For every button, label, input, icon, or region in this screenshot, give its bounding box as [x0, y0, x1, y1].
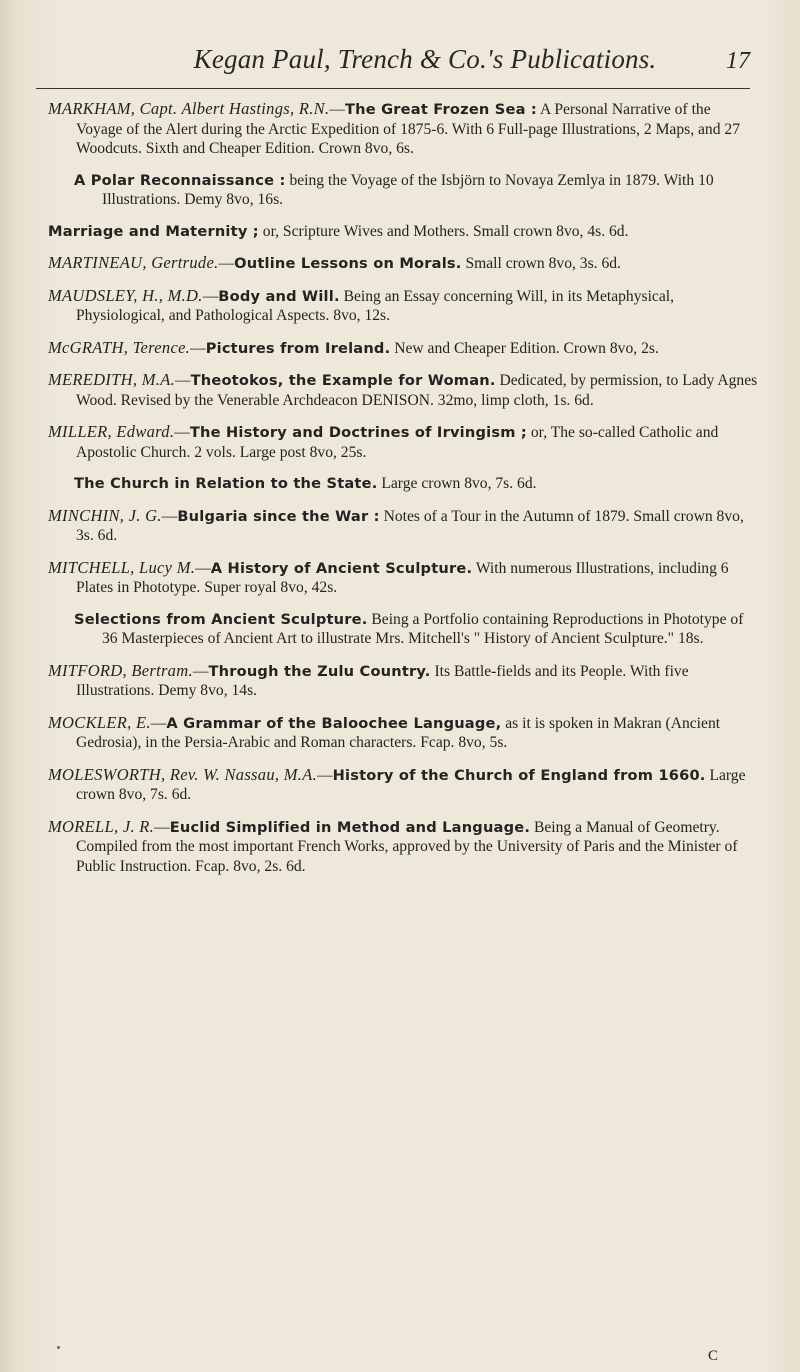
entry-separator: —	[195, 559, 211, 577]
entry-separator: —	[161, 507, 178, 525]
entry-title: Selections from Ancient Sculpture.	[74, 610, 368, 628]
entry-separator: —	[202, 287, 219, 305]
catalogue-entry	[48, 222, 760, 242]
entry-author: MAUDSLEY, H., M.D.	[48, 285, 203, 305]
page-number: 17	[726, 48, 750, 74]
catalogue-entry	[48, 338, 760, 359]
entry-author: MITFORD, Bertram.	[48, 660, 193, 680]
catalogue-entry	[48, 370, 760, 410]
entry-author: MEREDITH, M.A.	[48, 370, 176, 389]
entry-description: Small crown 8vo, 3s. 6d.	[465, 255, 621, 272]
entry-title: Body and Will.	[218, 287, 340, 305]
catalogue-entry	[48, 817, 760, 877]
entry-title: Pictures from Ireland.	[205, 339, 391, 357]
entry-title: The Great Frozen Sea :	[344, 101, 537, 118]
catalogue-entry	[48, 713, 760, 753]
catalogue-entry	[48, 253, 760, 274]
catalogue-entry	[48, 661, 760, 701]
entry-author: MARKHAM, Capt. Albert Hastings, R.N.	[48, 99, 330, 118]
entry-title: A Grammar of the Baloochee Language,	[166, 714, 502, 732]
catalogue-entry	[48, 99, 760, 159]
entry-description: With numerous Illustrations, including 6 Plates in Phototype. Super royal 8vo, 42s.	[76, 559, 729, 596]
entry-description: Its Battle-fields and its People. With five Illustrations. Demy 8vo, 14s.	[76, 662, 689, 699]
catalogue-entries	[48, 99, 760, 888]
entry-title: Outline Lessons on Morals.	[234, 255, 462, 272]
ink-speck	[57, 1346, 60, 1349]
entry-separator: —	[192, 662, 209, 680]
entry-description: A Personal Narrative of the Voyage of the Alert during the Arctic Expedition of 1875-6. With 6 Full-page Illustrations, 2 Maps, and 27 Woodcuts. Sixth and Cheaper Edition. Crown 8vo, 6s.	[76, 101, 741, 157]
entry-author: MOLESWORTH, Rev. W. Nassau, M.A.	[48, 764, 317, 784]
entry-separator: —	[150, 714, 167, 732]
entry-author: MITCHELL, Lucy M.	[48, 557, 196, 577]
entry-author: MORELL, J. R.	[48, 816, 155, 836]
entry-description: or, Scripture Wives and Mothers. Small crown 8vo, 4s. 6d.	[262, 222, 629, 240]
entry-title: Marriage and Maternity ;	[48, 222, 259, 240]
entry-title: Theotokos, the Example for Woman.	[190, 372, 496, 389]
entry-description: Being a Portfolio containing Reproductions in Phototype of 36 Masterpieces of Ancient Art to illustrate Mrs. Mitchell's " History of Ancient Sculpture." 18s.	[102, 610, 744, 647]
catalogue-entry	[48, 765, 760, 805]
entry-separator: —	[154, 818, 170, 836]
signature-mark: C	[708, 1348, 719, 1364]
entry-separator: —	[175, 372, 191, 389]
running-head: Kegan Paul, Trench & Co.'s Publications.	[193, 44, 657, 74]
entry-description: New and Cheaper Edition. Crown 8vo, 2s.	[394, 339, 659, 357]
entry-author: McGRATH, Terence.	[48, 337, 191, 357]
entry-author: MARTINEAU, Gertrude.	[48, 253, 219, 272]
page-header	[110, 44, 750, 84]
catalogue-entry	[48, 474, 760, 494]
catalogue-entry	[48, 558, 760, 598]
catalogue-entry	[48, 506, 760, 546]
entry-author: MILLER, Edward.	[48, 422, 175, 441]
entry-title: Euclid Simplified in Method and Language.	[169, 818, 531, 836]
entry-separator: —	[174, 424, 190, 441]
entry-author: MINCHIN, J. G.	[48, 505, 162, 525]
entry-description: Notes of a Tour in the Autumn of 1879. Small crown 8vo, 3s. 6d.	[76, 507, 744, 544]
entry-title: A History of Ancient Sculpture.	[210, 559, 473, 577]
catalogue-entry	[48, 610, 760, 649]
header-rule	[36, 88, 750, 89]
entry-title: Bulgaria since the War :	[177, 507, 380, 525]
entry-title: The Church in Relation to the State.	[74, 475, 378, 492]
catalogue-entry	[48, 422, 760, 462]
entry-description: Dedicated, by permission, to Lady Agnes Wood. Revised by the Venerable Archdeacon DENISON. 32mo, limp cloth, 1s. 6d.	[76, 372, 758, 409]
entry-description: or, The so-called Catholic and Apostolic Church. 2 vols. Large post 8vo, 25s.	[76, 424, 719, 461]
entry-title: Through the Zulu Country.	[208, 662, 431, 680]
entry-separator: —	[329, 101, 345, 118]
entry-description: as it is spoken in Makran (Ancient Gedrosia), in the Persia-Arabic and Roman characters. Fcap. 8vo, 5s.	[76, 714, 721, 751]
entry-description: Being a Manual of Geometry. Compiled from the most important French Works, approved by the University of Paris and the Minister of Public Instruction. Fcap. 8vo, 2s. 6d.	[76, 818, 738, 875]
entry-separator: —	[190, 339, 206, 357]
entry-separator: —	[218, 255, 235, 272]
entry-title: The History and Doctrines of Irvingism ;	[189, 424, 527, 441]
entry-description: Large crown 8vo, 7s. 6d.	[76, 766, 746, 803]
catalogue-entry	[48, 171, 760, 210]
entry-author: MOCKLER, E.	[48, 712, 151, 732]
entry-title: A Polar Reconnaissance :	[74, 171, 286, 189]
entry-separator: —	[317, 766, 333, 784]
entry-description: Being an Essay concerning Will, in its Metaphysical, Physiological, and Pathological Aspects. 8vo, 12s.	[76, 287, 674, 324]
entry-description: Large crown 8vo, 7s. 6d.	[381, 475, 537, 492]
entry-description: being the Voyage of the Isbjörn to Novaya Zemlya in 1879. With 10 Illustrations. Demy 8vo, 16s.	[102, 171, 714, 208]
catalogue-entry	[48, 286, 760, 326]
entry-title: History of the Church of England from 1660.	[332, 766, 706, 784]
